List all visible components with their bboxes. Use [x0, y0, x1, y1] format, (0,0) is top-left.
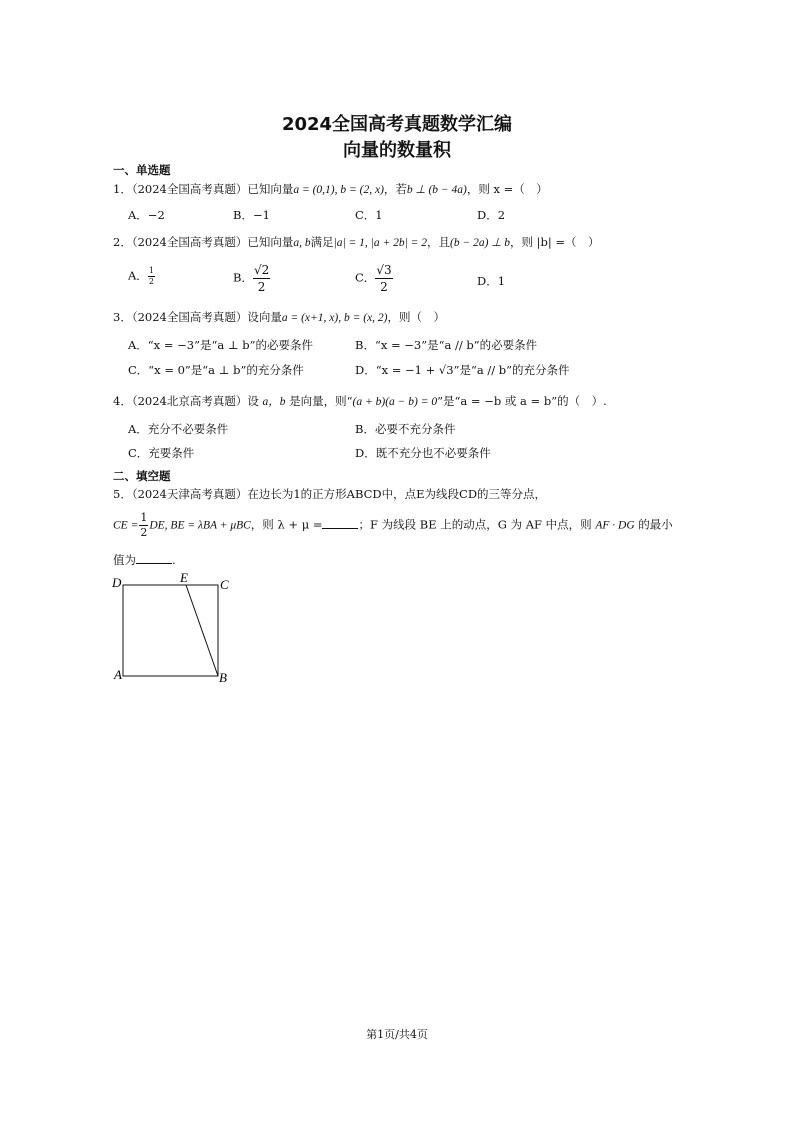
question-1-option-a: A．−2 — [128, 208, 165, 222]
section-heading-single-choice: 一、单选题 — [113, 163, 171, 177]
question-1-option-b: B．−1 — [233, 208, 270, 222]
question-3-option-d: D．“x = −1 + √3”是“a // b”的充分条件 — [355, 363, 570, 377]
question-4-option-a: A．充分不必要条件 — [128, 422, 229, 436]
question-2-option-d: D．1 — [477, 274, 506, 288]
question-5-line-2: CE = $\frac{1}{2}$ DE, BE = λBA + μBC，则 λ + μ = ；F 为线段 BE 上的动点，G 为 AF 中点，则 AF · DG 的最小 — [113, 511, 673, 539]
question-3-option-b: B．“x = −3”是“a // b”的必要条件 — [355, 338, 538, 352]
square-abcd-figure — [110, 570, 240, 688]
page-subtitle: 向量的数量积 — [343, 140, 451, 161]
question-5-line-3: 值为 . — [113, 553, 176, 567]
question-4-option-d: D．既不充分也不必要条件 — [355, 446, 491, 460]
question-2-option-a: A． $\frac{1}{2}$ — [128, 266, 154, 286]
question-5-stem: 5．（2024天津高考真题）在边长为1的正方形ABCD中，点E为线段CD的三等分点， — [113, 487, 547, 501]
question-1-option-d: D．2 — [477, 208, 506, 222]
answer-blank-1[interactable] — [322, 528, 358, 529]
page-title: 2024全国高考真题数学汇编 — [281, 114, 513, 135]
point-label-c: C — [220, 577, 229, 592]
question-2-stem: 2．（2024全国高考真题）已知向量a, b满足|a| = 1, |a + 2b| = 2，且(b − 2a) ⊥ b，则 |b| =（ ） — [113, 235, 600, 249]
question-2-option-b: B． $\frac{√2}{2}$ — [233, 263, 270, 294]
question-4-stem: 4．（2024北京高考真题）设 a，b 是向量，则“(a + b)(a − b) = 0”是“a = −b 或 a = b”的（ ）. — [113, 394, 607, 408]
question-2-option-c: C． $\frac{√3}{2}$ — [355, 263, 392, 294]
question-4-option-b: B．必要不充分条件 — [355, 422, 456, 436]
point-label-d: D — [112, 575, 122, 590]
page-footer: 第1页/共4页 — [366, 1028, 428, 1041]
point-label-b: B — [219, 670, 227, 685]
question-1-stem: 1．（2024全国高考真题）已知向量a = (0,1), b = (2, x)，若b ⊥ (b − 4a)，则 x =（ ） — [113, 182, 548, 196]
question-3-option-c: C．“x = 0”是“a ⊥ b”的充分条件 — [128, 363, 304, 377]
question-3-stem: 3．（2024全国高考真题）设向量a = (x+1, x), b = (x, 2)，则（ ） — [113, 310, 446, 324]
answer-blank-2[interactable] — [136, 563, 172, 564]
point-label-a: A — [114, 667, 122, 682]
question-3-option-a: A．“x = −3”是“a ⊥ b”的必要条件 — [128, 338, 314, 352]
question-4-option-c: C．充要条件 — [128, 446, 195, 460]
question-1-option-c: C．1 — [355, 208, 383, 222]
section-heading-fill-in: 二、填空题 — [113, 469, 171, 483]
point-label-e: E — [180, 570, 188, 585]
